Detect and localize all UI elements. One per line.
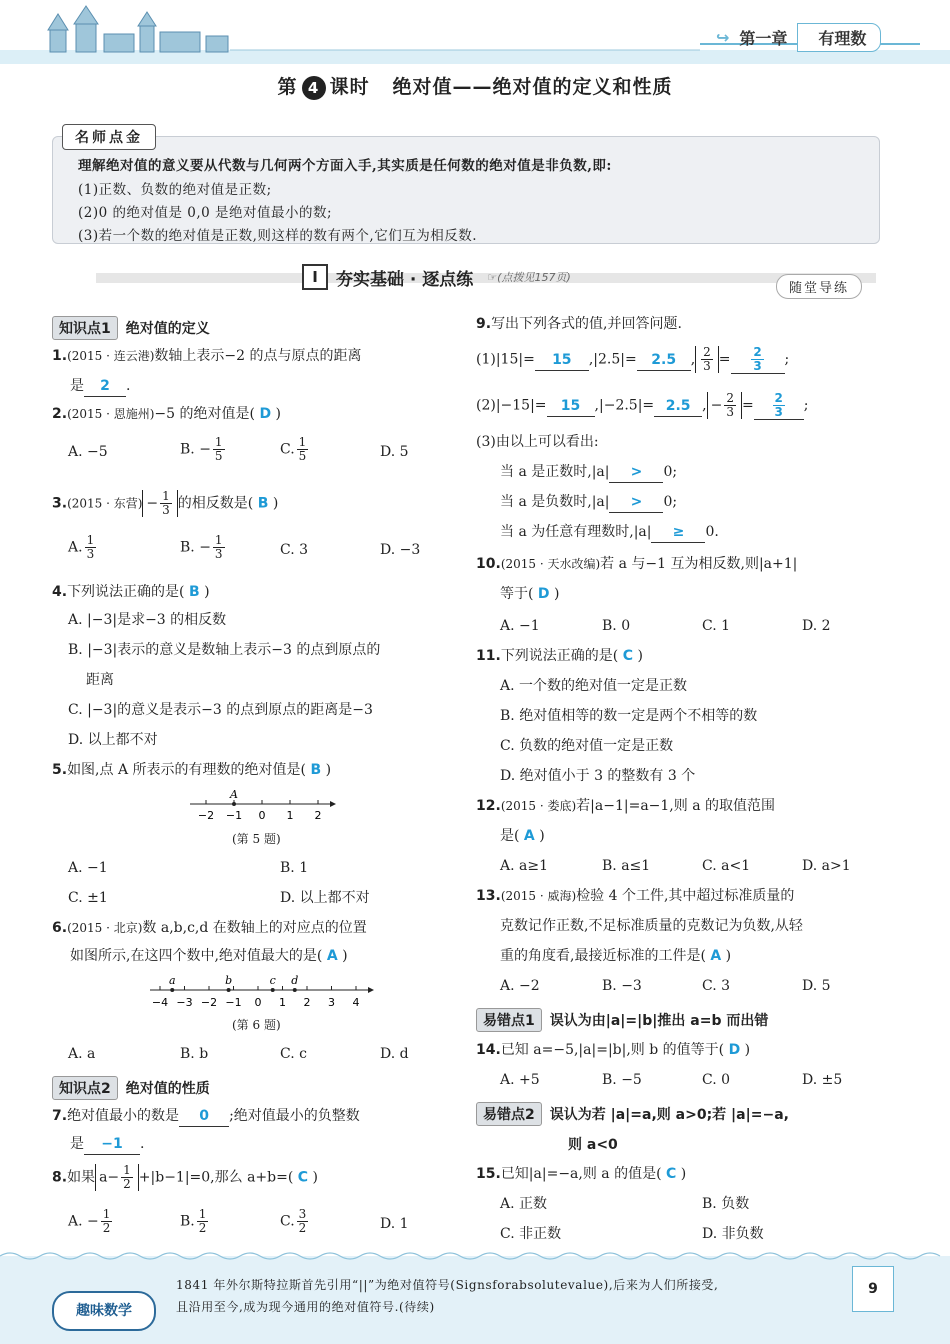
question-9	[476, 314, 682, 334]
absolute-value	[695, 346, 719, 373]
answer: A	[326, 948, 338, 964]
right-arrow-icon: ↪	[716, 27, 730, 47]
answer: D	[728, 1042, 741, 1058]
q-text: .	[126, 378, 131, 394]
option-c: C. 0	[702, 1072, 731, 1088]
point-label: c	[269, 974, 276, 987]
question-1	[52, 346, 362, 366]
answer: B	[310, 762, 322, 778]
point	[170, 988, 174, 992]
q-text: 的相反数是(	[177, 495, 254, 512]
numerator: 1	[102, 1207, 111, 1221]
q-source: (2015 · 娄底)	[500, 799, 577, 813]
option-c: C. c	[280, 1046, 307, 1062]
tick-label: −1	[225, 809, 243, 822]
question-9-row1	[476, 346, 789, 374]
kp-title: 绝对值的定义	[125, 321, 210, 337]
point	[271, 988, 275, 992]
tick-label: −2	[200, 996, 218, 1009]
fraction	[160, 490, 172, 517]
point	[227, 988, 231, 992]
lesson-title	[0, 72, 950, 100]
q-text: 重的角度看,最接近标准的工件是(	[500, 948, 706, 964]
minus-sign: −	[710, 397, 723, 414]
question-12-cont	[500, 826, 545, 846]
err-tag: 易错点1	[476, 1008, 542, 1032]
answer: C	[666, 1166, 677, 1182]
q-number: 15.	[476, 1166, 501, 1182]
point-a-label: A	[230, 788, 238, 801]
tip-line: 理解绝对值的意义要从代数与几何两个方面入手,其实质是任何数的绝对值是非负数,即:	[78, 158, 612, 174]
q-source: (2015 · 恩施州)	[67, 407, 155, 421]
answer: 2.5	[654, 396, 702, 417]
minus-sign: −	[146, 495, 159, 512]
point-label: d	[291, 974, 299, 987]
option-b: B. b	[180, 1046, 209, 1062]
question-2	[52, 404, 281, 424]
question-3	[52, 490, 278, 517]
q-text: 等于(	[500, 586, 534, 602]
q-text: .	[140, 1136, 145, 1152]
option-c: C. 3	[280, 542, 309, 558]
option-c-text: C.	[280, 1213, 295, 1230]
tick-label: 1	[279, 996, 286, 1009]
option-b: B. 负数	[702, 1196, 750, 1212]
err-title: 误认为由|a|=|b|推出 a=b 而出错	[549, 1013, 769, 1029]
absolute-value	[95, 1164, 139, 1191]
tip-label: 名师点金	[62, 124, 156, 150]
option: C. 负数的绝对值一定是正数	[500, 738, 674, 754]
q-text: ,|2.5|=	[588, 351, 637, 368]
kp-title: 绝对值的性质	[125, 1081, 210, 1097]
q-text: 如果	[67, 1169, 96, 1186]
q-text: 下列说法正确的是(	[500, 648, 619, 664]
numerator: 1	[123, 1163, 131, 1177]
answer: A	[710, 948, 722, 964]
err-title: 误认为若 |a|=a,则 a>0;若 |a|=−a,	[549, 1107, 789, 1123]
option-c: C. 1	[702, 618, 731, 634]
kp-tag: 知识点1	[52, 316, 118, 340]
q-number: 12.	[476, 798, 501, 814]
q-number: 2.	[52, 406, 68, 422]
option: D. 以上都不对	[68, 732, 158, 748]
answer: >	[609, 492, 663, 513]
fraction	[85, 534, 97, 561]
question-13-cont: 克数记作正数,不足标准质量的克数记为负数,从轻	[500, 918, 803, 934]
option-b	[180, 436, 227, 463]
answer: 0	[179, 1106, 229, 1127]
option-c-text: C.	[280, 441, 295, 458]
question-5	[52, 760, 331, 780]
question-13-cont	[500, 946, 731, 966]
tick-label: 3	[328, 996, 335, 1009]
question-6	[52, 918, 367, 938]
tick-label: 2	[303, 996, 311, 1009]
q-text: 写出下列各式的值,并回答问题.	[491, 316, 682, 332]
question-9-line	[500, 462, 677, 483]
error-point-2-cont	[568, 1134, 618, 1154]
denominator: 2	[298, 1221, 307, 1235]
question-9-line	[500, 522, 719, 543]
option-d: D. d	[380, 1046, 409, 1062]
answer: C	[297, 1169, 309, 1186]
q-text: 绝对值最小的数是	[67, 1108, 180, 1124]
tick-label: 0	[258, 809, 266, 822]
answer: 15	[547, 396, 595, 417]
q-text: )	[342, 948, 348, 964]
option-d: D. 1	[380, 1216, 409, 1232]
q-source: (2015 · 威海)	[500, 889, 577, 903]
point-label: b	[225, 974, 233, 987]
q-text: ;	[803, 397, 809, 414]
q-text: )	[744, 1042, 751, 1058]
tick-label: −1	[225, 996, 242, 1009]
denominator: 3	[726, 405, 734, 419]
denominator: 3	[162, 503, 170, 517]
denominator: 3	[774, 405, 783, 419]
q-text: 0;	[663, 464, 678, 480]
question-6-cont	[70, 946, 348, 966]
footer-text-line: 1841 年外尔斯特拉斯首先引用“||”为绝对值符号(Signsforabsolutevalue),后来为人们所接受,	[176, 1278, 719, 1292]
q-text: 数轴上表示−2 的点与原点的距离	[154, 348, 362, 364]
option-a	[68, 1208, 114, 1235]
fraction	[297, 436, 309, 463]
q-text: 若 a 与−1 互为相反数,则|a+1|	[600, 556, 798, 572]
question-7	[52, 1106, 360, 1127]
error-point-2	[476, 1102, 789, 1126]
option-d: D. a>1	[802, 858, 851, 874]
option-d: D. 5	[380, 444, 409, 460]
answer: −1	[84, 1134, 140, 1155]
fraction	[297, 1208, 309, 1235]
q-text: =	[718, 351, 731, 368]
option-a: A. −1	[500, 618, 540, 634]
question-9-line	[500, 492, 677, 513]
denominator: 5	[214, 449, 223, 463]
denominator: 3	[214, 547, 223, 561]
denominator: 2	[198, 1221, 207, 1235]
answer: 2	[84, 376, 126, 397]
q-number: 9.	[476, 316, 492, 332]
option-b	[180, 1208, 210, 1235]
option-a-text: A. −	[68, 1213, 99, 1230]
kp-tag: 知识点2	[52, 1076, 118, 1100]
q-source: (2015 · 天水改编)	[500, 557, 601, 571]
error-point-1	[476, 1008, 768, 1032]
q-text: )	[325, 762, 332, 778]
numerator: 2	[726, 391, 734, 405]
chapter-number: 第一章	[739, 28, 788, 48]
q-text: (2)|−15|=	[476, 397, 547, 414]
q-text: 如图所示,在这四个数中,绝对值最大的是(	[70, 948, 323, 964]
option-b: B. 1	[280, 860, 309, 876]
option-c	[280, 1208, 310, 1235]
option-a: A. −2	[500, 978, 540, 994]
figure-caption: (第 5 题)	[232, 832, 281, 846]
q-text: ,	[690, 351, 696, 368]
tick-label: 4	[352, 996, 360, 1009]
answer: >	[609, 462, 663, 483]
numerator: 2	[774, 391, 783, 405]
point-a	[232, 802, 236, 806]
option-b-text: B.	[180, 1213, 195, 1230]
fraction	[213, 436, 225, 463]
tick-label: −4	[151, 996, 169, 1009]
q-text: ;	[784, 351, 790, 368]
err-title: 则 a<0	[568, 1137, 618, 1153]
q-text: 当 a 是负数时,|a|	[500, 494, 610, 510]
q-number: 10.	[476, 556, 501, 572]
q-number: 11.	[476, 648, 501, 664]
q-text: )	[204, 584, 210, 600]
q-number: 1.	[52, 348, 68, 364]
section-title	[302, 264, 571, 290]
q-number: 5.	[52, 762, 68, 778]
question-12	[476, 796, 775, 816]
option: B. 绝对值相等的数一定是两个不相等的数	[500, 708, 758, 724]
absolute-value	[707, 392, 742, 419]
denominator: 2	[102, 1221, 111, 1235]
section-title-text: 夯实基础 · 逐点练	[336, 269, 474, 290]
fraction	[213, 534, 225, 561]
answer: 2.5	[637, 350, 691, 371]
q-text: 当 a 为任意有理数时,|a|	[500, 524, 652, 540]
q-text: 当 a 是正数时,|a|	[500, 464, 610, 480]
denominator: 5	[298, 449, 307, 463]
number-line-q6	[146, 972, 376, 1012]
answer: B	[257, 495, 269, 512]
option-a: A. a	[68, 1046, 96, 1062]
answer-fraction	[751, 346, 763, 373]
option-a: A. a≥1	[500, 858, 548, 874]
q-text: )	[539, 828, 545, 844]
answer-blank	[731, 346, 785, 374]
q-text: 已知 a=−5,|a|=|b|,则 b 的值等于(	[500, 1042, 725, 1058]
option-c	[280, 436, 310, 463]
option-b	[180, 534, 227, 561]
q-text: ;绝对值最小的负整数	[229, 1108, 360, 1124]
q-text: 如图,点 A 所表示的有理数的绝对值是(	[67, 762, 306, 778]
q-text: )	[554, 586, 560, 602]
err-tag: 易错点2	[476, 1102, 542, 1126]
tick-label: 2	[314, 809, 322, 822]
q-text: 是(	[500, 828, 520, 844]
section-roman-numeral: I	[302, 264, 328, 290]
absolute-value	[142, 490, 177, 517]
q-text: )	[637, 648, 643, 664]
answer: 15	[535, 350, 589, 371]
answer: D	[259, 406, 272, 422]
practice-tag: 随堂导练	[776, 274, 862, 299]
lesson-number: 4	[302, 76, 326, 100]
numerator: 1	[298, 435, 307, 449]
q-text: 数 a,b,c,d 在数轴上的对应点的位置	[142, 920, 367, 936]
q-number: 3.	[52, 495, 68, 512]
knowledge-point-1	[52, 316, 210, 340]
tick-label: 1	[286, 809, 294, 822]
q-number: 6.	[52, 920, 68, 936]
knowledge-point-2	[52, 1076, 210, 1100]
q-text: −5 的绝对值是(	[154, 406, 255, 422]
lesson-suffix: 课时	[329, 76, 370, 98]
numerator: 3	[298, 1207, 307, 1221]
option-a: A. −1	[68, 860, 108, 876]
option-b-text: B. −	[180, 539, 211, 556]
numerator: 1	[214, 533, 223, 547]
option-d: D. 非负数	[702, 1226, 764, 1242]
chapter-header	[716, 22, 881, 52]
section-ref: ☞(点拨见157页)	[487, 271, 571, 284]
option-d: D. 5	[802, 978, 831, 994]
tip-line: (2)0 的绝对值是 0,0 是绝对值最小的数;	[78, 205, 333, 221]
q-text: )	[272, 495, 279, 512]
answer-fraction	[773, 392, 785, 419]
tick-label: −2	[197, 809, 215, 822]
tip-line: (1)正数、负数的绝对值是正数;	[78, 182, 272, 198]
point-label: a	[168, 974, 176, 987]
q-text: 若|a−1|=a−1,则 a 的取值范围	[576, 798, 776, 814]
answer-blank	[754, 392, 804, 420]
question-11	[476, 646, 643, 666]
option-b: B. −5	[602, 1072, 642, 1088]
option: C. |−3|的意义是表示−3 的点到原点的距离是−3	[68, 702, 373, 718]
tip-line: (3)若一个数的绝对值是正数,则这样的数有两个,它们互为相反数.	[78, 228, 477, 244]
question-1-cont	[70, 376, 130, 397]
q-source: (2015 · 东营)	[67, 496, 143, 511]
option-d: D. 2	[802, 618, 831, 634]
q-text: )	[312, 1169, 318, 1186]
q-text: 是	[70, 1136, 84, 1152]
option-b: B. 0	[602, 618, 631, 634]
question-15	[476, 1164, 686, 1184]
question-13	[476, 886, 794, 906]
denominator: 3	[703, 359, 711, 373]
q-text: ,	[702, 397, 707, 414]
option-a-text: A.	[68, 539, 83, 556]
q-text: ,|−2.5|=	[594, 397, 655, 414]
q-text: 是	[70, 378, 84, 394]
chapter-name: 有理数	[797, 23, 881, 52]
answer: A	[523, 828, 535, 844]
lesson-prefix: 第	[277, 76, 298, 98]
q-text: 0;	[663, 494, 678, 510]
q-text: 0.	[705, 524, 719, 540]
fun-math-logo: 趣味数学	[52, 1291, 156, 1331]
numerator: 1	[214, 435, 223, 449]
castle-illustration	[48, 6, 228, 52]
fraction	[701, 346, 713, 373]
option-c: C. 非正数	[500, 1226, 562, 1242]
q-number: 13.	[476, 888, 501, 904]
option: 距离	[86, 672, 114, 688]
option: D. 绝对值小于 3 的整数有 3 个	[500, 768, 696, 784]
q-number: 4.	[52, 584, 68, 600]
fraction	[724, 392, 736, 419]
tick-label: 0	[254, 996, 262, 1009]
q-text: )	[725, 948, 732, 964]
answer: C	[622, 648, 634, 664]
q-text: (1)|15|=	[476, 351, 535, 368]
q-source: (2015 · 北京)	[67, 921, 143, 935]
denominator: 3	[753, 359, 762, 373]
option: B. |−3|表示的意义是数轴上表示−3 的点到原点的	[68, 642, 381, 658]
question-9-row3: (3)由以上可以看出:	[476, 434, 599, 450]
option-b-text: B. −	[180, 441, 211, 458]
numerator: 2	[703, 345, 711, 359]
q-text: =	[741, 397, 754, 414]
lesson-title-text: 绝对值——绝对值的定义和性质	[392, 76, 673, 98]
answer: B	[188, 584, 200, 600]
q-text: 下列说法正确的是(	[67, 584, 185, 600]
tick-label: −3	[176, 996, 193, 1009]
question-9-row2	[476, 392, 808, 420]
question-10	[476, 554, 797, 574]
option-a	[68, 534, 98, 561]
footer-text-line: 且沿用至今,成为现今通用的绝对值符号.(待续)	[176, 1300, 435, 1314]
q-text: 已知|a|=−a,则 a 的值是(	[500, 1166, 662, 1182]
option: A. 一个数的绝对值一定是正数	[500, 678, 688, 694]
number-line-q5	[186, 788, 336, 828]
fraction	[101, 1208, 113, 1235]
q-text: )	[680, 1166, 687, 1182]
denominator: 2	[123, 1177, 131, 1191]
question-10-cont	[500, 584, 559, 604]
option: A. |−3|是求−3 的相反数	[68, 612, 227, 628]
footer-wave	[0, 1250, 950, 1262]
option-d: D. ±5	[802, 1072, 843, 1088]
q-source: (2015 · 连云港)	[67, 349, 155, 363]
q-number: 8.	[52, 1169, 68, 1186]
expression: a−	[99, 1169, 120, 1186]
option-b: B. a≤1	[602, 858, 651, 874]
page-number: 9	[852, 1266, 894, 1312]
answer: ≥	[651, 522, 705, 543]
question-4	[52, 582, 210, 602]
option-c: C. ±1	[68, 890, 108, 906]
denominator: 3	[86, 547, 95, 561]
q-number: 7.	[52, 1108, 68, 1124]
answer: D	[537, 586, 550, 602]
q-text: +|b−1|=0,那么 a+b=(	[138, 1169, 294, 1186]
option-c: C. 3	[702, 978, 731, 994]
fraction	[121, 1164, 133, 1191]
question-14	[476, 1040, 750, 1060]
option-d: D. 以上都不对	[280, 890, 370, 906]
figure-caption: (第 6 题)	[232, 1018, 281, 1032]
q-number: 14.	[476, 1042, 501, 1058]
q-text: 检验 4 个工件,其中超过标准质量的	[576, 888, 795, 904]
question-7-cont	[70, 1134, 144, 1155]
option-a: A. +5	[500, 1072, 540, 1088]
option-c: C. a<1	[702, 858, 751, 874]
numerator: 2	[753, 345, 762, 359]
question-8	[52, 1164, 318, 1191]
option-a: A. −5	[68, 444, 108, 460]
numerator: 1	[162, 489, 170, 503]
option-d: D. −3	[380, 542, 421, 558]
option-b: B. −3	[602, 978, 642, 994]
option-a: A. 正数	[500, 1196, 548, 1212]
q-text: )	[275, 406, 281, 422]
point	[293, 988, 297, 992]
numerator: 1	[86, 533, 95, 547]
fraction	[197, 1208, 209, 1235]
numerator: 1	[198, 1207, 207, 1221]
